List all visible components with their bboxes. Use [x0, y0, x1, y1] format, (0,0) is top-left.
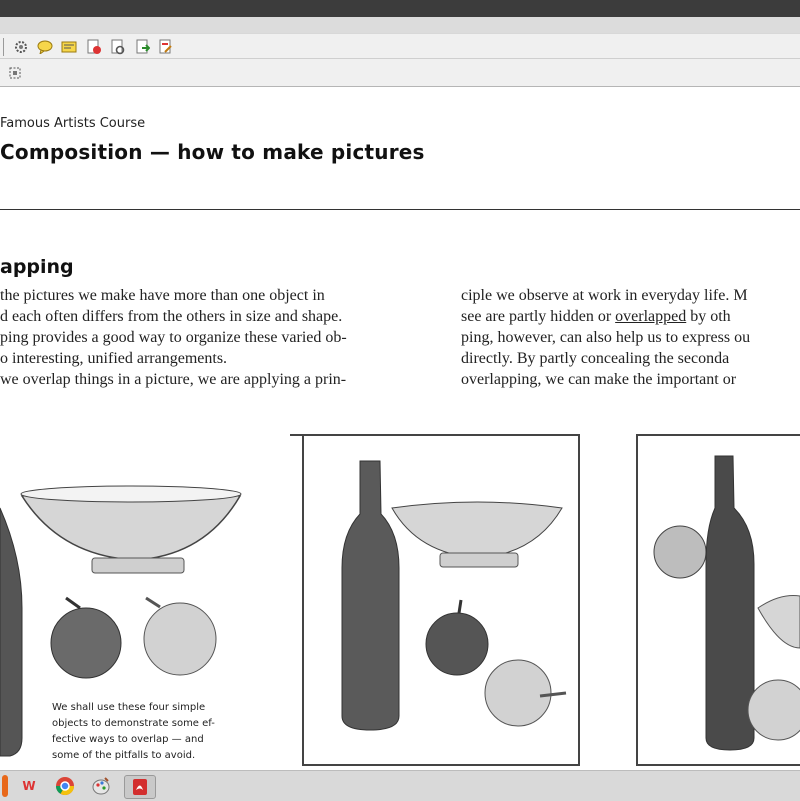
text-line: overlapping, we can make the important or: [461, 371, 737, 388]
frame-3: [637, 435, 800, 765]
gear-icon[interactable]: [12, 38, 30, 56]
caption-line: fective ways to overlap — and: [52, 734, 204, 745]
text-line: the pictures we make have more than one object in: [0, 287, 325, 304]
dark-apple-drawing: [51, 598, 121, 678]
text-span: by oth: [690, 308, 731, 325]
fit-page-icon[interactable]: [6, 64, 24, 82]
course-header: Famous Artists Course: [0, 116, 146, 131]
text-line: d each often differs from the others in size and shape.: [0, 308, 343, 325]
toolbar-secondary: [0, 59, 800, 87]
taskbar: [0, 770, 800, 801]
paint-icon[interactable]: [90, 775, 112, 797]
text-line: ciple we observe at work in everyday life. M: [461, 287, 748, 304]
bowl-drawing: [21, 486, 241, 573]
page-settings-icon[interactable]: [109, 38, 127, 56]
caption-line: We shall use these four simple: [52, 702, 206, 713]
text-line: we overlap things in a picture, we are applying a prin-: [0, 371, 347, 388]
form-icon[interactable]: [157, 38, 175, 56]
highlight-icon[interactable]: [60, 38, 78, 56]
toolbar-separator: [3, 38, 4, 56]
text-line: o interesting, unified arrangements.: [0, 350, 228, 367]
chapter-title: Composition — how to make pictures: [0, 140, 425, 164]
taskbar-edge-icon[interactable]: [2, 775, 8, 797]
illustrations: [0, 88, 800, 768]
export-icon[interactable]: [134, 38, 152, 56]
delete-page-icon[interactable]: [85, 38, 103, 56]
light-apple-drawing: [144, 598, 216, 675]
wps-office-icon[interactable]: [18, 775, 40, 797]
pdf-reader-icon[interactable]: [124, 775, 156, 799]
illustration-caption: [52, 700, 215, 764]
underlined-word: overlapped: [615, 308, 687, 325]
bottle-drawing: [0, 508, 22, 756]
comment-icon[interactable]: [36, 38, 54, 56]
document-page: [0, 88, 800, 768]
text-span: see are partly hidden or: [461, 308, 612, 325]
caption-line: some of the pitfalls to avoid.: [52, 750, 196, 761]
wps-letter: W: [22, 779, 36, 793]
menu-strip: [0, 17, 800, 33]
text-line: ping provides a good way to organize these varied ob-: [0, 329, 347, 346]
window-title-bar: [0, 0, 800, 17]
caption-line: objects to demonstrate some ef-: [52, 718, 215, 729]
toolbar-primary: [0, 33, 800, 59]
frame-2: [290, 435, 579, 765]
text-line: directly. By partly concealing the seconda: [461, 350, 730, 367]
section-title: apping: [0, 256, 74, 278]
text-line: ping, however, can also help us to express ou: [461, 329, 751, 346]
chrome-icon[interactable]: [54, 775, 76, 797]
